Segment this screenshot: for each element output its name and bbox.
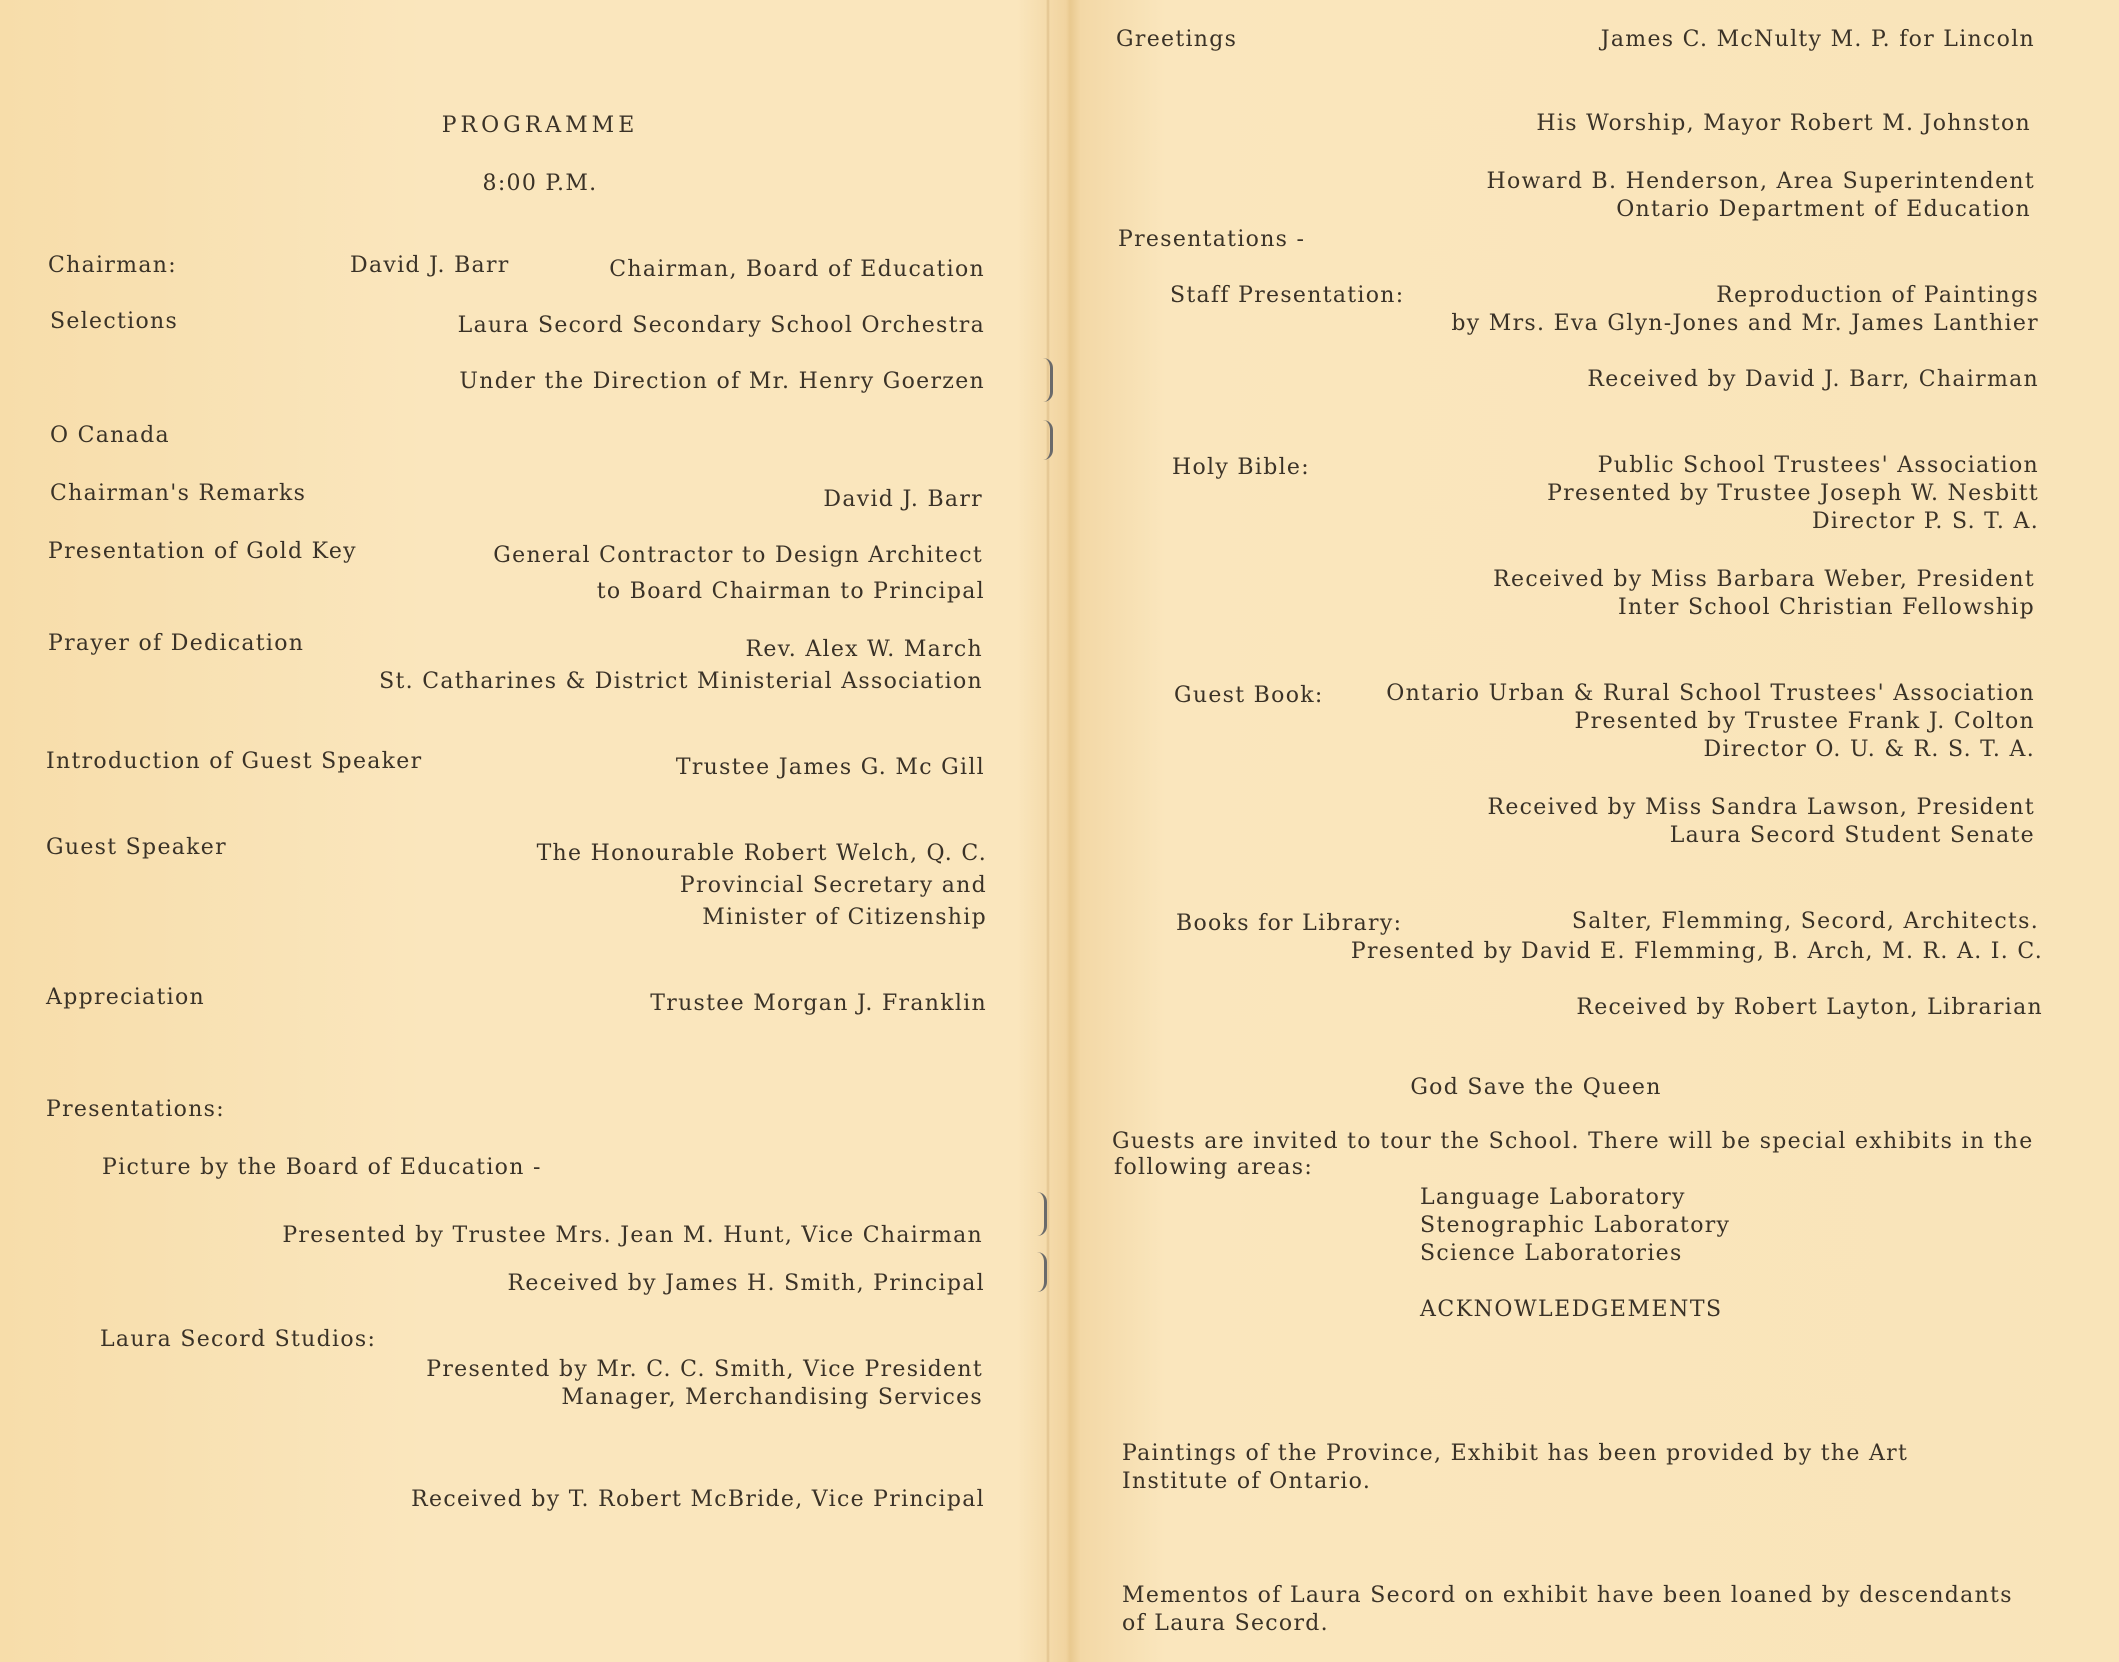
presentations-right-label: Presentations - <box>1118 227 1306 252</box>
staple-mark <box>1040 420 1053 460</box>
ack-1b: Institute of Ontario. <box>1122 1469 1372 1494</box>
greetings-3a: Howard B. Henderson, Area Superintendent <box>1486 169 2035 194</box>
ack-1a: Paintings of the Province, Exhibit has been provided by the Art <box>1122 1441 1909 1466</box>
ack-2b: of Laura Secord. <box>1122 1611 1329 1636</box>
ack-2a: Mementos of Laura Secord on exhibit have been loaned by descendants <box>1122 1583 2013 1608</box>
picture-label: Picture by the Board of Education - <box>102 1155 542 1180</box>
greetings-3b: Ontario Department of Education <box>1616 197 2031 222</box>
selections-value: Laura Secord Secondary School Orchestra <box>457 313 985 338</box>
selections-direction: Under the Direction of Mr. Henry Goerzen <box>459 369 985 394</box>
picture-received: Received by James H. Smith, Principal <box>507 1271 985 1296</box>
appreciation-value: Trustee Morgan J. Franklin <box>650 991 987 1016</box>
library-label: Books for Library: <box>1176 911 1403 936</box>
bible-line2: Presented by Trustee Joseph W. Nesbitt <box>1547 481 2039 506</box>
bible-received1: Received by Miss Barbara Weber, President <box>1493 567 2035 592</box>
chairman-name: David J. Barr <box>350 253 510 278</box>
gold-key-label: Presentation of Gold Key <box>48 539 357 564</box>
intro-label: Introduction of Guest Speaker <box>46 749 423 774</box>
appreciation-label: Appreciation <box>46 985 205 1010</box>
acknowledgements-heading: ACKNOWLEDGEMENTS <box>1420 1297 1723 1322</box>
guestbook-received1: Received by Miss Sandra Lawson, President <box>1487 795 2035 820</box>
library-line2: Presented by David E. Flemming, B. Arch, M. R. A. I. C. <box>1350 939 2043 964</box>
studios-presented1: Presented by Mr. C. C. Smith, Vice President <box>426 1357 983 1382</box>
library-line1: Salter, Flemming, Secord, Architects. <box>1571 909 2039 934</box>
prayer-line1: Rev. Alex W. March <box>745 637 983 662</box>
chairman-label: Chairman: <box>48 253 177 278</box>
guestbook-line1: Ontario Urban & Rural School Trustees' Association <box>1386 681 2035 706</box>
presentations-label: Presentations: <box>46 1097 225 1122</box>
prayer-line2: St. Catharines & District Ministerial Association <box>379 669 983 694</box>
staple-mark <box>1040 358 1053 402</box>
remarks-label: Chairman's Remarks <box>50 481 307 506</box>
tour-line2: following areas: <box>1114 1155 1314 1180</box>
gold-key-line1: General Contractor to Design Architect <box>493 543 983 568</box>
speaker-line3: Minister of Citizenship <box>702 905 987 930</box>
selections-label: Selections <box>50 309 179 334</box>
programme-time: 8:00 P.M. <box>482 171 598 196</box>
staple-mark <box>1034 1192 1047 1236</box>
speaker-label: Guest Speaker <box>46 835 227 860</box>
bible-line1: Public School Trustees' Association <box>1597 453 2039 478</box>
studios-received: Received by T. Robert McBride, Vice Principal <box>411 1487 985 1512</box>
staple-mark <box>1034 1252 1047 1292</box>
staff-label: Staff Presentation: <box>1170 283 1405 308</box>
greetings-1: James C. McNulty M. P. for Lincoln <box>1600 27 2035 52</box>
chairman-title: Chairman, Board of Education <box>609 257 985 282</box>
greetings-2: His Worship, Mayor Robert M. Johnston <box>1536 111 2031 136</box>
staff-line1: Reproduction of Paintings <box>1716 283 2039 308</box>
staff-received: Received by David J. Barr, Chairman <box>1587 367 2039 392</box>
bible-label: Holy Bible: <box>1172 455 1310 480</box>
greetings-label: Greetings <box>1116 27 1238 52</box>
library-received: Received by Robert Layton, Librarian <box>1576 995 2043 1020</box>
speaker-line1: The Honourable Robert Welch, Q. C. <box>536 841 987 866</box>
guestbook-received2: Laura Secord Student Senate <box>1669 823 2035 848</box>
area-3: Science Laboratories <box>1420 1241 1683 1266</box>
page-fold <box>1046 0 1050 1662</box>
picture-presented: Presented by Trustee Mrs. Jean M. Hunt, Vice Chairman <box>282 1223 983 1248</box>
tour-line1: Guests are invited to tour the School. There will be special exhibits in the <box>1112 1129 2034 1154</box>
guestbook-line3: Director O. U. & R. S. T. A. <box>1703 737 2035 762</box>
guestbook-line2: Presented by Trustee Frank J. Colton <box>1574 709 2035 734</box>
studios-label: Laura Secord Studios: <box>100 1327 377 1352</box>
intro-value: Trustee James G. Mc Gill <box>675 755 985 780</box>
programme-heading: PROGRAMME <box>441 113 639 138</box>
area-1: Language Laboratory <box>1420 1185 1686 1210</box>
o-canada: O Canada <box>50 423 170 448</box>
remarks-value: David J. Barr <box>823 487 983 512</box>
god-save-the-queen: God Save the Queen <box>1410 1075 1662 1100</box>
bible-received2: Inter School Christian Fellowship <box>1617 595 2035 620</box>
bible-line3: Director P. S. T. A. <box>1811 509 2039 534</box>
area-2: Stenographic Laboratory <box>1420 1213 1731 1238</box>
studios-presented2: Manager, Merchandising Services <box>561 1385 983 1410</box>
prayer-label: Prayer of Dedication <box>48 631 305 656</box>
guestbook-label: Guest Book: <box>1174 683 1324 708</box>
speaker-line2: Provincial Secretary and <box>679 873 987 898</box>
gold-key-line2: to Board Chairman to Principal <box>596 579 985 604</box>
staff-line2: by Mrs. Eva Glyn-Jones and Mr. James Lanthier <box>1451 311 2039 336</box>
